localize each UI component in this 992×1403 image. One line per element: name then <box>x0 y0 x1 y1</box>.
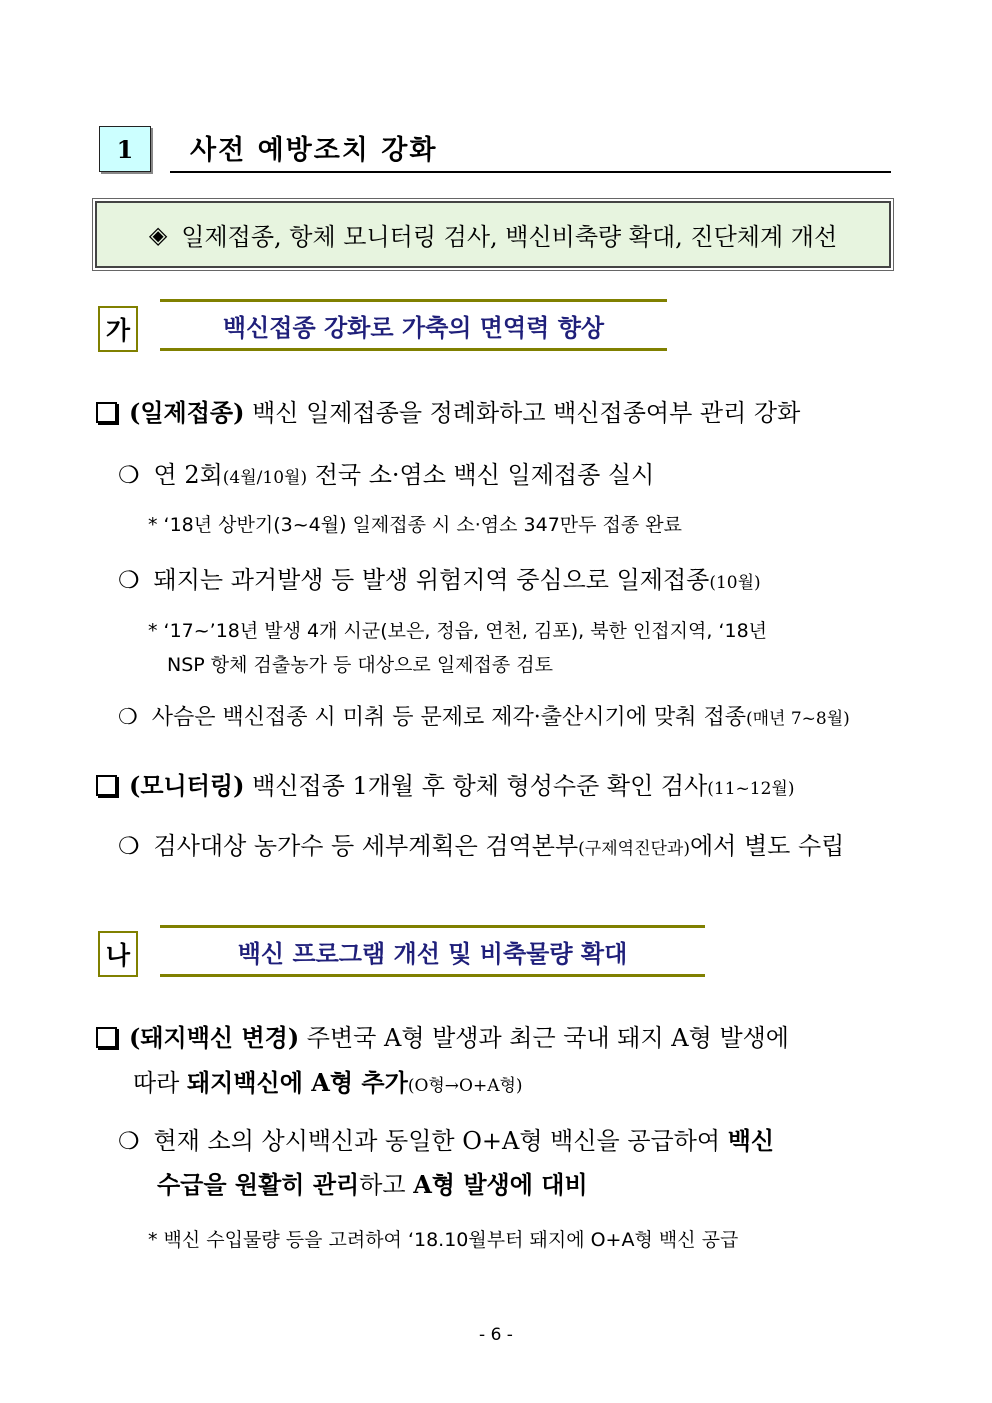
checkbox-icon <box>96 1027 117 1048</box>
bullet-twice-yearly <box>118 455 654 490</box>
bullet-text: 돼지는 과거발생 등 발생 위험지역 중심으로 일제접종 <box>153 566 710 594</box>
item-paren: (11~12월) <box>707 779 795 799</box>
bullet-paren: (구제역진단과) <box>578 839 690 859</box>
item-pig-vaccine-change-line2 <box>133 1063 523 1098</box>
bullet-text-rest: 에서 별도 수립 <box>689 832 845 860</box>
circle-bullet-icon: ❍ <box>118 705 138 730</box>
bullet-inspection-plan <box>118 826 844 861</box>
section-title-underline <box>170 171 891 173</box>
bullet-text-rest: 전국 소·염소 백신 일제접종 실시 <box>307 461 655 489</box>
note-first-half: * ‘18년 상반기(3~4월) 일제접종 시 소·염소 347만두 접종 완료 <box>148 514 682 536</box>
subsection-b-badge: 나 <box>98 931 138 977</box>
bullet-supply-line2 <box>157 1165 588 1200</box>
item-paren: (O형→O+A형) <box>407 1076 523 1096</box>
bullet-deer <box>118 700 850 731</box>
checkbox-icon <box>96 775 117 796</box>
circle-bullet-icon: ❍ <box>118 566 140 594</box>
bullet-text-bold: 수급을 원활히 관리 <box>157 1170 360 1199</box>
bullet-text: 하고 <box>359 1171 414 1199</box>
bullet-text-bold: A형 발생에 대비 <box>413 1170 588 1199</box>
section-title: 사전 예방조치 강화 <box>190 135 438 166</box>
bullet-supply-line1 <box>118 1121 774 1156</box>
item-pig-vaccine-change <box>96 1018 789 1053</box>
circle-bullet-icon: ❍ <box>118 832 140 860</box>
bullet-text-bold: 백신 <box>727 1126 775 1155</box>
subsection-a-title: 백신접종 강화로 가축의 면역력 향상 <box>160 299 667 351</box>
bullet-text: 검사대상 농가수 등 세부계획은 검역본부 <box>153 832 579 860</box>
circle-bullet-icon: ❍ <box>118 461 140 489</box>
bullet-text: 사슴은 백신접종 시 미취 등 문제로 제각·출산시기에 맞춰 접종 <box>151 705 746 730</box>
item-label: (모니터링) <box>129 771 245 800</box>
section-number: 1 <box>116 134 134 164</box>
item-text: 따라 <box>133 1069 187 1097</box>
item-text: 백신접종 1개월 후 항체 형성수준 확인 검사 <box>244 772 708 800</box>
note-outbreak-areas-line1: * ‘17~’18년 발생 4개 시군(보은, 정읍, 연천, 김포), 북한 인접지역, ‘18년 <box>148 620 768 642</box>
checkbox-icon <box>96 402 117 423</box>
item-monitoring <box>96 766 794 801</box>
bullet-paren: (10월) <box>709 573 761 593</box>
summary-text: 일제접종, 항체 모니터링 검사, 백신비축량 확대, 진단체계 개선 <box>181 223 838 251</box>
item-text: 주변국 A형 발생과 최근 국내 돼지 A형 발생에 <box>299 1024 789 1052</box>
bullet-text: 현재 소의 상시백신과 동일한 O+A형 백신을 공급하여 <box>153 1127 728 1155</box>
bullet-paren: (4월/10월) <box>222 468 308 488</box>
bullet-pigs <box>118 560 761 595</box>
subsection-a-badge: 가 <box>98 306 138 352</box>
bullet-paren: (매년 7~8월) <box>745 709 850 729</box>
page-number: - 6 - <box>479 1325 513 1345</box>
item-vaccination <box>96 393 800 428</box>
item-label: (돼지백신 변경) <box>129 1023 300 1052</box>
note-outbreak-areas-line2: NSP 항체 검출농가 등 대상으로 일제접종 검토 <box>167 654 553 676</box>
item-text-bold: 돼지백신에 A형 추가 <box>187 1068 408 1097</box>
bullet-text: 연 2회 <box>153 461 223 489</box>
summary-box <box>95 201 891 268</box>
diamond-bullet-icon: ◈ <box>148 220 168 249</box>
note-import-volume: * 백신 수입물량 등을 고려하여 ‘18.10월부터 돼지에 O+A형 백신 공급 <box>148 1229 739 1251</box>
circle-bullet-icon: ❍ <box>118 1127 140 1155</box>
subsection-b-title: 백신 프로그램 개선 및 비축물량 확대 <box>160 925 705 977</box>
item-label: (일제접종) <box>129 398 245 427</box>
item-text: 백신 일제접종을 정례화하고 백신접종여부 관리 강화 <box>244 399 801 427</box>
section-number-badge <box>99 126 151 172</box>
